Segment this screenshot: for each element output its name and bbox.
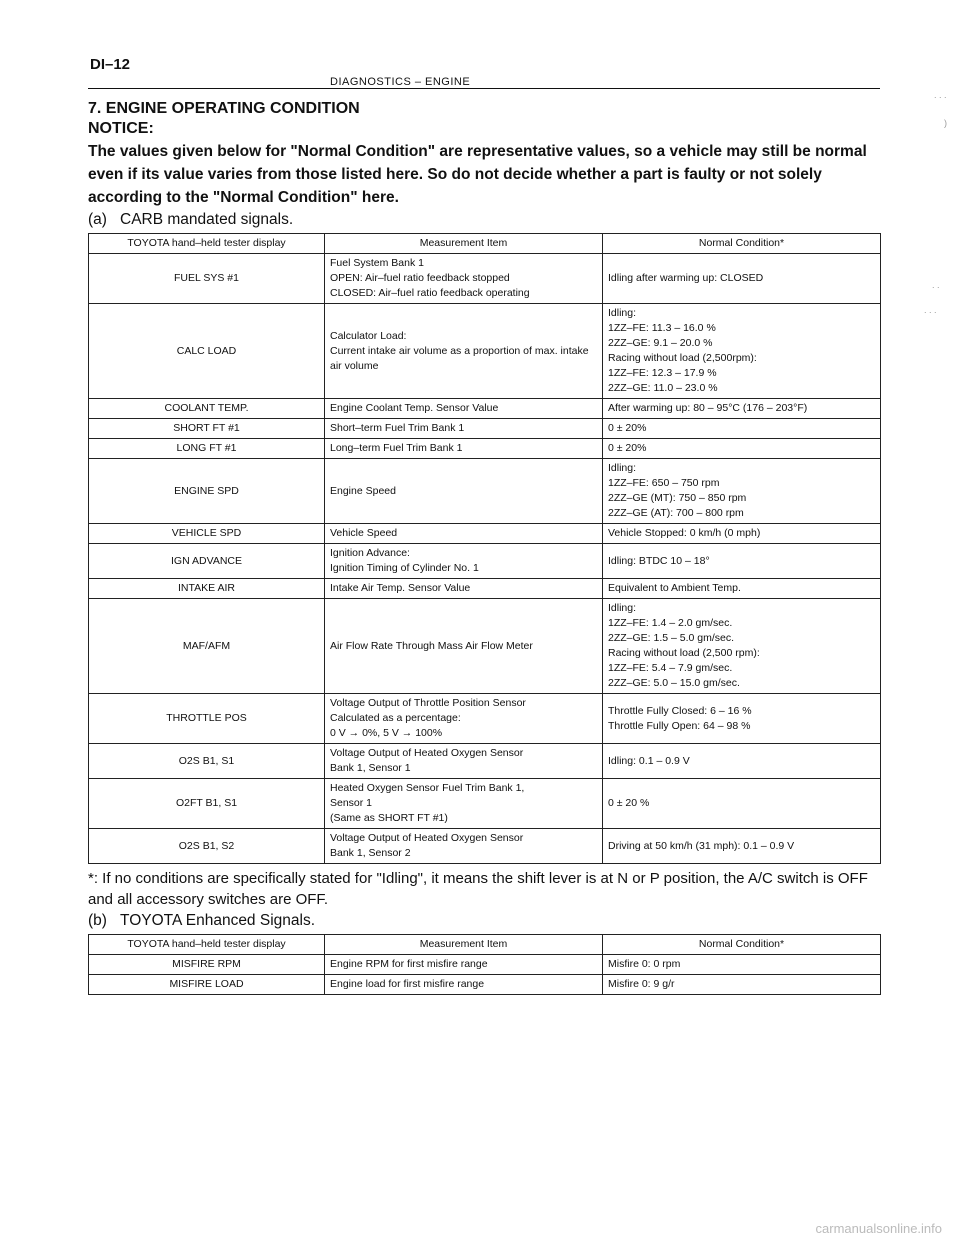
cell-condition [603, 459, 881, 524]
notice-text: The values given below for "Normal Condition" are representative values, so a vehicle may still be normal even if its value varies from those listed here. So do not decide whether a part is faulty or not solely according to the "Normal Condition" here. [88, 143, 867, 206]
subsection-a-tag: (a) [88, 211, 107, 228]
table-row [89, 439, 881, 459]
cell-item-line: Intake Air Temp. Sensor Value [330, 582, 471, 594]
header-item: Measurement Item [325, 234, 603, 254]
cell-item-line: 0 V → 0%, 5 V → 100% [330, 727, 443, 739]
cell-condition-line: 2ZZ–GE (MT): 750 – 850 rpm [608, 492, 747, 504]
cell-display: COOLANT TEMP. [89, 399, 325, 419]
cell-display: INTAKE AIR [89, 579, 325, 599]
cell-condition-line: Idling: [608, 307, 637, 319]
cell-item [325, 304, 603, 399]
cell-condition-line: 1ZZ–FE: 11.3 – 16.0 % [608, 322, 716, 334]
cell-display: MISFIRE LOAD [89, 975, 325, 995]
cell-condition-line: Idling: 0.1 – 0.9 V [608, 754, 690, 767]
cell-condition-line: Equivalent to Ambient Temp. [608, 582, 741, 594]
cell-item-line: Vehicle Speed [330, 527, 398, 539]
cell-item-line: Voltage Output of Throttle Position Sensor [330, 697, 526, 709]
header-item: Measurement Item [325, 935, 603, 955]
cell-condition-line: Misfire 0: 9 g/r [608, 978, 675, 990]
table-row [89, 579, 881, 599]
cell-item-line: OPEN: Air–fuel ratio feedback stopped [330, 272, 510, 284]
cell-condition [603, 975, 881, 995]
cell-condition-line: 2ZZ–GE: 9.1 – 20.0 % [608, 337, 713, 349]
table-header-row [89, 234, 881, 254]
table-row [89, 459, 881, 524]
cell-item [325, 439, 603, 459]
cell-display: MISFIRE RPM [89, 955, 325, 975]
cell-item [325, 829, 603, 864]
header-condition: Normal Condition* [603, 935, 881, 955]
cell-item [325, 694, 603, 744]
cell-item-line: Long–term Fuel Trim Bank 1 [330, 442, 463, 454]
table-row [89, 304, 881, 399]
cell-condition [603, 254, 881, 304]
cell-condition-line: 1ZZ–FE: 1.4 – 2.0 gm/sec. [608, 617, 733, 629]
cell-display: THROTTLE POS [89, 694, 325, 744]
cell-item [325, 524, 603, 544]
cell-display: O2S B1, S2 [89, 829, 325, 864]
cell-condition-line: 1ZZ–FE: 5.4 – 7.9 gm/sec. [608, 662, 733, 674]
table-row [89, 779, 881, 829]
table-row [89, 955, 881, 975]
cell-display: ENGINE SPD [89, 459, 325, 524]
footnote: *: If no conditions are specifically stated for "Idling", it means the shift lever is at N or P position, the A/C switch is OFF and all accessory switches are OFF. [88, 870, 868, 908]
header-display: TOYOTA hand–held tester display [89, 234, 325, 254]
cell-condition-line: 2ZZ–GE: 11.0 – 23.0 % [608, 382, 718, 394]
running-header: DIAGNOSTICS – ENGINE [330, 76, 471, 88]
notice-label: NOTICE: [88, 120, 154, 137]
enhanced-signals-table [88, 934, 881, 995]
cell-condition-line: Idling: [608, 602, 637, 614]
cell-condition [603, 544, 881, 579]
cell-condition-line: 0 ± 20% [608, 422, 647, 434]
cell-item-line: Ignition Advance: [330, 547, 410, 559]
cell-item-line: (Same as SHORT FT #1) [330, 812, 448, 824]
cell-condition-line: Misfire 0: 0 rpm [608, 958, 681, 970]
cell-display: VEHICLE SPD [89, 524, 325, 544]
cell-display: O2S B1, S1 [89, 744, 325, 779]
cell-condition [603, 579, 881, 599]
table-row [89, 744, 881, 779]
cell-condition-line: 2ZZ–GE (AT): 700 – 800 rpm [608, 507, 744, 519]
cell-condition [603, 694, 881, 744]
table-row [89, 399, 881, 419]
cell-condition [603, 829, 881, 864]
table-row [89, 975, 881, 995]
scan-marks: . . . ) . . . . . [924, 90, 947, 315]
cell-item [325, 975, 603, 995]
header-display: TOYOTA hand–held tester display [89, 935, 325, 955]
cell-item-line: Ignition Timing of Cylinder No. 1 [330, 562, 479, 574]
cell-condition [603, 599, 881, 694]
cell-item-line: Current intake air volume as a proportion of max. intake air volume [330, 344, 589, 372]
enhanced-table-body [89, 955, 881, 995]
cell-item [325, 599, 603, 694]
carb-signals-table [88, 233, 881, 864]
cell-display: MAF/AFM [89, 599, 325, 694]
cell-item-line: Voltage Output of Heated Oxygen Sensor [330, 832, 524, 844]
cell-condition-line: Driving at 50 km/h (31 mph): 0.1 – 0.9 V [608, 839, 795, 852]
cell-item-line: Calculated as a percentage: [330, 712, 461, 724]
cell-display: SHORT FT #1 [89, 419, 325, 439]
cell-condition [603, 744, 881, 779]
cell-item [325, 399, 603, 419]
cell-condition-line: After warming up: 80 – 95°C (176 – 203°F) [608, 402, 808, 414]
cell-item-line: Air Flow Rate Through Mass Air Flow Meter [330, 639, 533, 652]
subsection-a-heading [88, 211, 880, 229]
cell-condition-line: 1ZZ–FE: 12.3 – 17.9 % [608, 367, 717, 379]
subsection-b-tag: (b) [88, 912, 107, 929]
cell-condition-line: 2ZZ–GE: 1.5 – 5.0 gm/sec. [608, 632, 735, 644]
cell-item [325, 579, 603, 599]
cell-item [325, 419, 603, 439]
cell-item-line: Heated Oxygen Sensor Fuel Trim Bank 1, [330, 782, 525, 794]
cell-item-line: CLOSED: Air–fuel ratio feedback operating [330, 287, 530, 299]
subsection-a-title: CARB mandated signals. [120, 211, 294, 228]
cell-condition-line: Idling: [608, 462, 637, 474]
table-row [89, 599, 881, 694]
cell-item [325, 779, 603, 829]
table-row [89, 254, 881, 304]
cell-condition-line: Throttle Fully Open: 64 – 98 % [608, 719, 751, 732]
cell-condition [603, 304, 881, 399]
table-row [89, 524, 881, 544]
page-content [88, 100, 880, 995]
cell-condition [603, 439, 881, 459]
subsection-b-heading [88, 912, 880, 930]
cell-condition-line: Racing without load (2,500 rpm): [608, 647, 760, 659]
cell-condition-line: Vehicle Stopped: 0 km/h (0 mph) [608, 527, 761, 539]
cell-item [325, 544, 603, 579]
table-row [89, 694, 881, 744]
table-row [89, 419, 881, 439]
watermark: carmanualsonline.info [815, 1221, 942, 1236]
carb-table-body [89, 254, 881, 864]
cell-item-line: Bank 1, Sensor 2 [330, 847, 411, 859]
cell-item [325, 459, 603, 524]
cell-display: O2FT B1, S1 [89, 779, 325, 829]
cell-condition-line: 0 ± 20 % [608, 797, 650, 809]
cell-item [325, 744, 603, 779]
cell-item-line: Voltage Output of Heated Oxygen Sensor [330, 747, 524, 759]
cell-item-line: Sensor 1 [330, 797, 373, 809]
table-row [89, 544, 881, 579]
cell-condition-line: Racing without load (2,500rpm): [608, 352, 757, 364]
cell-condition-line: 1ZZ–FE: 650 – 750 rpm [608, 477, 720, 489]
cell-item-line: Engine Speed [330, 484, 396, 497]
cell-condition-line: Idling: BTDC 10 – 18° [608, 554, 710, 567]
section-title: 7. ENGINE OPERATING CONDITION [88, 100, 360, 117]
cell-display: LONG FT #1 [89, 439, 325, 459]
cell-condition [603, 524, 881, 544]
cell-item-line: Calculator Load: [330, 329, 407, 342]
cell-item-line: Short–term Fuel Trim Bank 1 [330, 422, 465, 434]
cell-item-line: Engine load for first misfire range [330, 978, 485, 990]
table-header-row [89, 935, 881, 955]
cell-display: FUEL SYS #1 [89, 254, 325, 304]
cell-item-line: Engine RPM for first misfire range [330, 958, 488, 970]
cell-item-line: Fuel System Bank 1 [330, 257, 424, 269]
subsection-b-title: TOYOTA Enhanced Signals. [120, 912, 316, 929]
cell-display: CALC LOAD [89, 304, 325, 399]
cell-condition [603, 399, 881, 419]
cell-condition-line: 2ZZ–GE: 5.0 – 15.0 gm/sec. [608, 677, 740, 689]
cell-condition [603, 955, 881, 975]
table-row [89, 829, 881, 864]
cell-display: IGN ADVANCE [89, 544, 325, 579]
cell-condition-line: 0 ± 20% [608, 442, 647, 454]
header-rule [88, 88, 880, 89]
cell-condition-line: Throttle Fully Closed: 6 – 16 % [608, 704, 752, 717]
cell-item [325, 955, 603, 975]
cell-condition [603, 779, 881, 829]
header-condition: Normal Condition* [603, 234, 881, 254]
cell-condition-line: Idling after warming up: CLOSED [608, 272, 764, 284]
cell-item-line: Bank 1, Sensor 1 [330, 762, 411, 774]
cell-condition [603, 419, 881, 439]
cell-item [325, 254, 603, 304]
page-id: DI–12 [90, 56, 131, 73]
cell-item-line: Engine Coolant Temp. Sensor Value [330, 402, 499, 414]
